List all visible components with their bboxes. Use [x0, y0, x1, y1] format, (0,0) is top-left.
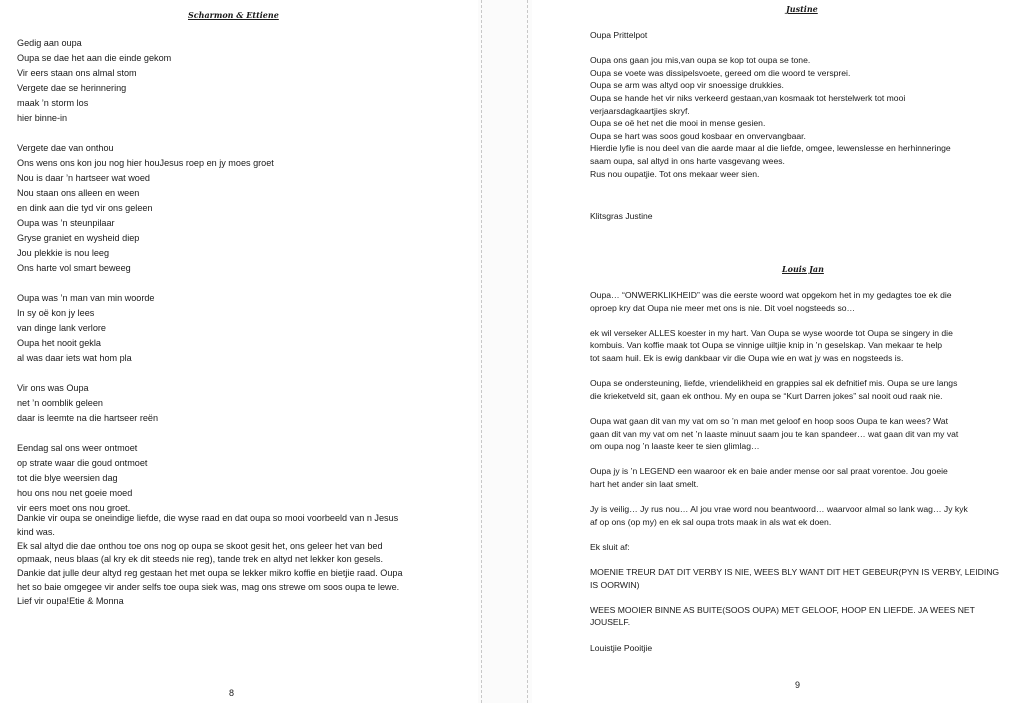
poem-line: Vergete dae se herinnering [17, 83, 127, 93]
text-line: hart het ander sin laat smelt. [590, 478, 699, 489]
text-line: saam oupa, sal altyd in ons harte vasgevang wees. [590, 155, 785, 166]
poem-line: al was daar iets wat hom pla [17, 353, 132, 363]
text-line: ek wil verseker ALLES koester in my hart. Van Oupa se wyse woorde tot Oupa se singery in die [590, 327, 953, 338]
paragraph [590, 541, 1010, 554]
poem-line: net ’n oomblik geleen [17, 398, 103, 408]
tribute-paragraph [17, 512, 445, 609]
book-gutter [478, 0, 532, 703]
text-line: kombuis. Van koffie maak tot Oupa se vinnige uiltjie knip in ’n geselskap. Van mekaar te help [590, 340, 943, 351]
right-page [532, 0, 1024, 703]
text-line: af op ons (op my) en ek sal oupa trots maak in als wat ek doen. [590, 516, 832, 527]
poem-line: maak ’n storm los [17, 98, 89, 108]
poem-line: tot die blye weersien dag [17, 473, 118, 483]
text-line: Jy is veilig… Jy rus nou… Al jou vrae word nou beantwoord… waarvoor almal so lank wag… Jy kyk [590, 504, 968, 515]
paragraph [590, 465, 1010, 490]
text-line: Oupa se arm was altyd oop vir snoessige drukkies. [590, 80, 784, 91]
section-louis-jan [590, 289, 1010, 654]
text-line: Rus nou oupatjie. Tot ons mekaar weer sien. [590, 168, 760, 179]
stanza [17, 291, 457, 366]
gutter-shadow-line [527, 0, 528, 703]
paragraph [590, 566, 1010, 591]
text-line: verjaarsdagkaartjies skryf. [590, 105, 690, 116]
section-title: Oupa Prittelpot [590, 30, 648, 40]
text-line: Oupa se oë het net die mooi in mense gesien. [590, 118, 766, 129]
poem-line: Jou plekkie is nou leeg [17, 248, 110, 258]
poem-line: Ons wens ons kon jou nog hier houJesus roep en jy moes groet [17, 158, 274, 168]
text-line: Oupa… “ONWERKLIKHEID” was die eerste woord wat opgekom het in my gedagtes toe ek die [590, 290, 952, 300]
gutter-shadow-line [481, 0, 482, 703]
text-line: Oupa se hande het vir niks verkeerd gestaan,van kosmaak tot herstelwerk tot mooi [590, 92, 906, 103]
poem-line: In sy oë kon jy lees [17, 308, 95, 318]
signature: Louistjie Pooitjie [590, 642, 653, 653]
text-line: Ek sluit af: [590, 541, 630, 552]
text-line: Oupa se voete was dissipelsvoete, gereed om die woord te versprei. [590, 67, 851, 78]
section-header-justine: Justine [786, 4, 818, 14]
poem-line: Eendag sal ons weer ontmoet [17, 443, 138, 453]
text-line: tot saam huil. Ek is ewig dankbaar vir die Oupa wie en wat jy was en nogsteeds is. [590, 352, 904, 363]
paragraph [590, 503, 1010, 528]
poem-line: Vergete dae van onthou [17, 143, 114, 153]
poem-line: op strate waar die goud ontmoet [17, 458, 148, 468]
text-line: Oupa ons gaan jou mis,van oupa se kop tot oupa se tone. [590, 55, 811, 66]
paragraph [590, 415, 1010, 453]
paragraph [590, 289, 1010, 314]
poem-line: daar is leemte na die hartseer reën [17, 413, 159, 423]
prose-line: opmaak, neus blaas (al kry ek dit steeds nie reg), tande trek en altyd net lekker kon gesels. [17, 554, 383, 565]
paragraph [590, 377, 1010, 402]
poem-line: Ons harte vol smart beweeg [17, 263, 131, 273]
text-line: Oupa wat gaan dit van my vat om so ’n man met geloof en hoop soos Oupa te kan wees? Wat [590, 415, 948, 426]
poem-line: Nou is daar ’n hartseer wat woed [17, 173, 150, 183]
text-line: Oupa se ondersteuning, liefde, vriendelikheid en grappies sal ek defnitief mis. Oupa se ure langs [590, 378, 958, 389]
paragraph [590, 642, 1010, 655]
text-line: die krieketveld sit, gaan ek onthou. My en oupa se “Kurt Darren jokes” sal nooit oud raak nie. [590, 390, 943, 401]
text-line: MOENIE TREUR DAT DIT VERBY IS NIE, WEES BLY WANT DIT HET GEBEUR(PYN IS VERBY, LEIDING [590, 567, 1000, 578]
prose-line: Dankie dat julle deur altyd reg gestaan het met oupa se lekker mikro koffie en bietjie raad. Oupa [17, 568, 403, 579]
poem-line: Oupa het nooit gekla [17, 338, 101, 348]
text-line: Oupa se hart was soos goud kosbaar en onvervangbaar. [590, 130, 806, 141]
text-line: IS OORWIN) [590, 579, 640, 590]
poem-line: Oupa was ’n steunpilaar [17, 218, 115, 228]
paragraph [590, 327, 1010, 365]
poem-line: van dinge lank verlore [17, 323, 106, 333]
text-line: Oupa jy is ’n LEGEND een waaroor ek en baie ander mense oor sal praat vorentoe. Jou goeie [590, 466, 948, 477]
poem-line: Nou staan ons alleen en ween [17, 188, 140, 198]
prose-line: Lief vir oupa!Etie & Monna [17, 595, 124, 606]
poem-line: Gedig aan oupa [17, 38, 82, 48]
poem-line: hou ons nou net goeie moed [17, 488, 133, 498]
stanza [17, 141, 457, 276]
page-number: 9 [795, 680, 801, 690]
poem-line: hier binne-in [17, 113, 68, 123]
left-page [0, 0, 478, 703]
text-line: gaan dit van my vat om net ’n laaste minuut saam jou te kan spandeer… wat gaan dit van my vat [590, 428, 959, 439]
signature-justine [590, 210, 1010, 223]
poem [17, 36, 457, 516]
page-number: 8 [229, 688, 235, 698]
stanza [17, 381, 457, 426]
prose-line: Ek sal altyd die dae onthou toe ons nog op oupa se skoot gesit het, ons geleer het van bed [17, 540, 383, 551]
text-line: Hierdie lyfie is nou deel van die aarde maar al die liefde, omgee, lewenslesse en herhinneringe [590, 143, 951, 154]
section-header-louis-jan: Louis Jan [782, 264, 824, 274]
text-line: JOUSELF. [590, 617, 631, 628]
signature: Klitsgras Justine [590, 211, 653, 221]
text-line: oproep kry dat Oupa nie meer met ons is nie. Dit voel nogsteeds so… [590, 302, 856, 313]
left-page-header: Scharmon & Ettiene [188, 10, 279, 20]
poem-line: Vir eers staan ons almal stom [17, 68, 137, 78]
stanza [17, 36, 457, 126]
text-line: om oupa nog ’n laaste keer te sien glimlag… [590, 441, 760, 452]
prose-line: kind was. [17, 526, 55, 537]
text-line: WEES MOOIER BINNE AS BUITE(SOOS OUPA) MET GELOOF, HOOP EN LIEFDE. JA WEES NET [590, 604, 975, 615]
poem-line: en dink aan die tyd vir ons geleen [17, 203, 153, 213]
poem-line: Gryse graniet en wysheid diep [17, 233, 140, 243]
stanza [17, 441, 457, 516]
poem-line: Vir ons was Oupa [17, 383, 89, 393]
section-justine [590, 29, 1010, 180]
paragraph [590, 604, 1010, 629]
prose-line: Dankie vir oupa se oneindige liefde, die wyse raad en dat oupa so mooi voorbeeld van n Jesus [17, 513, 399, 523]
poem-line: Oupa was ’n man van min woorde [17, 293, 155, 303]
poem-line: Oupa se dae het aan die einde gekom [17, 53, 172, 63]
poem-line: vir eers moet ons nou groet. [17, 503, 131, 513]
prose-line: het so baie omgegee vir ander selfs toe oupa siek was, mag ons strewe om soos oupa te lewe. [17, 581, 400, 592]
